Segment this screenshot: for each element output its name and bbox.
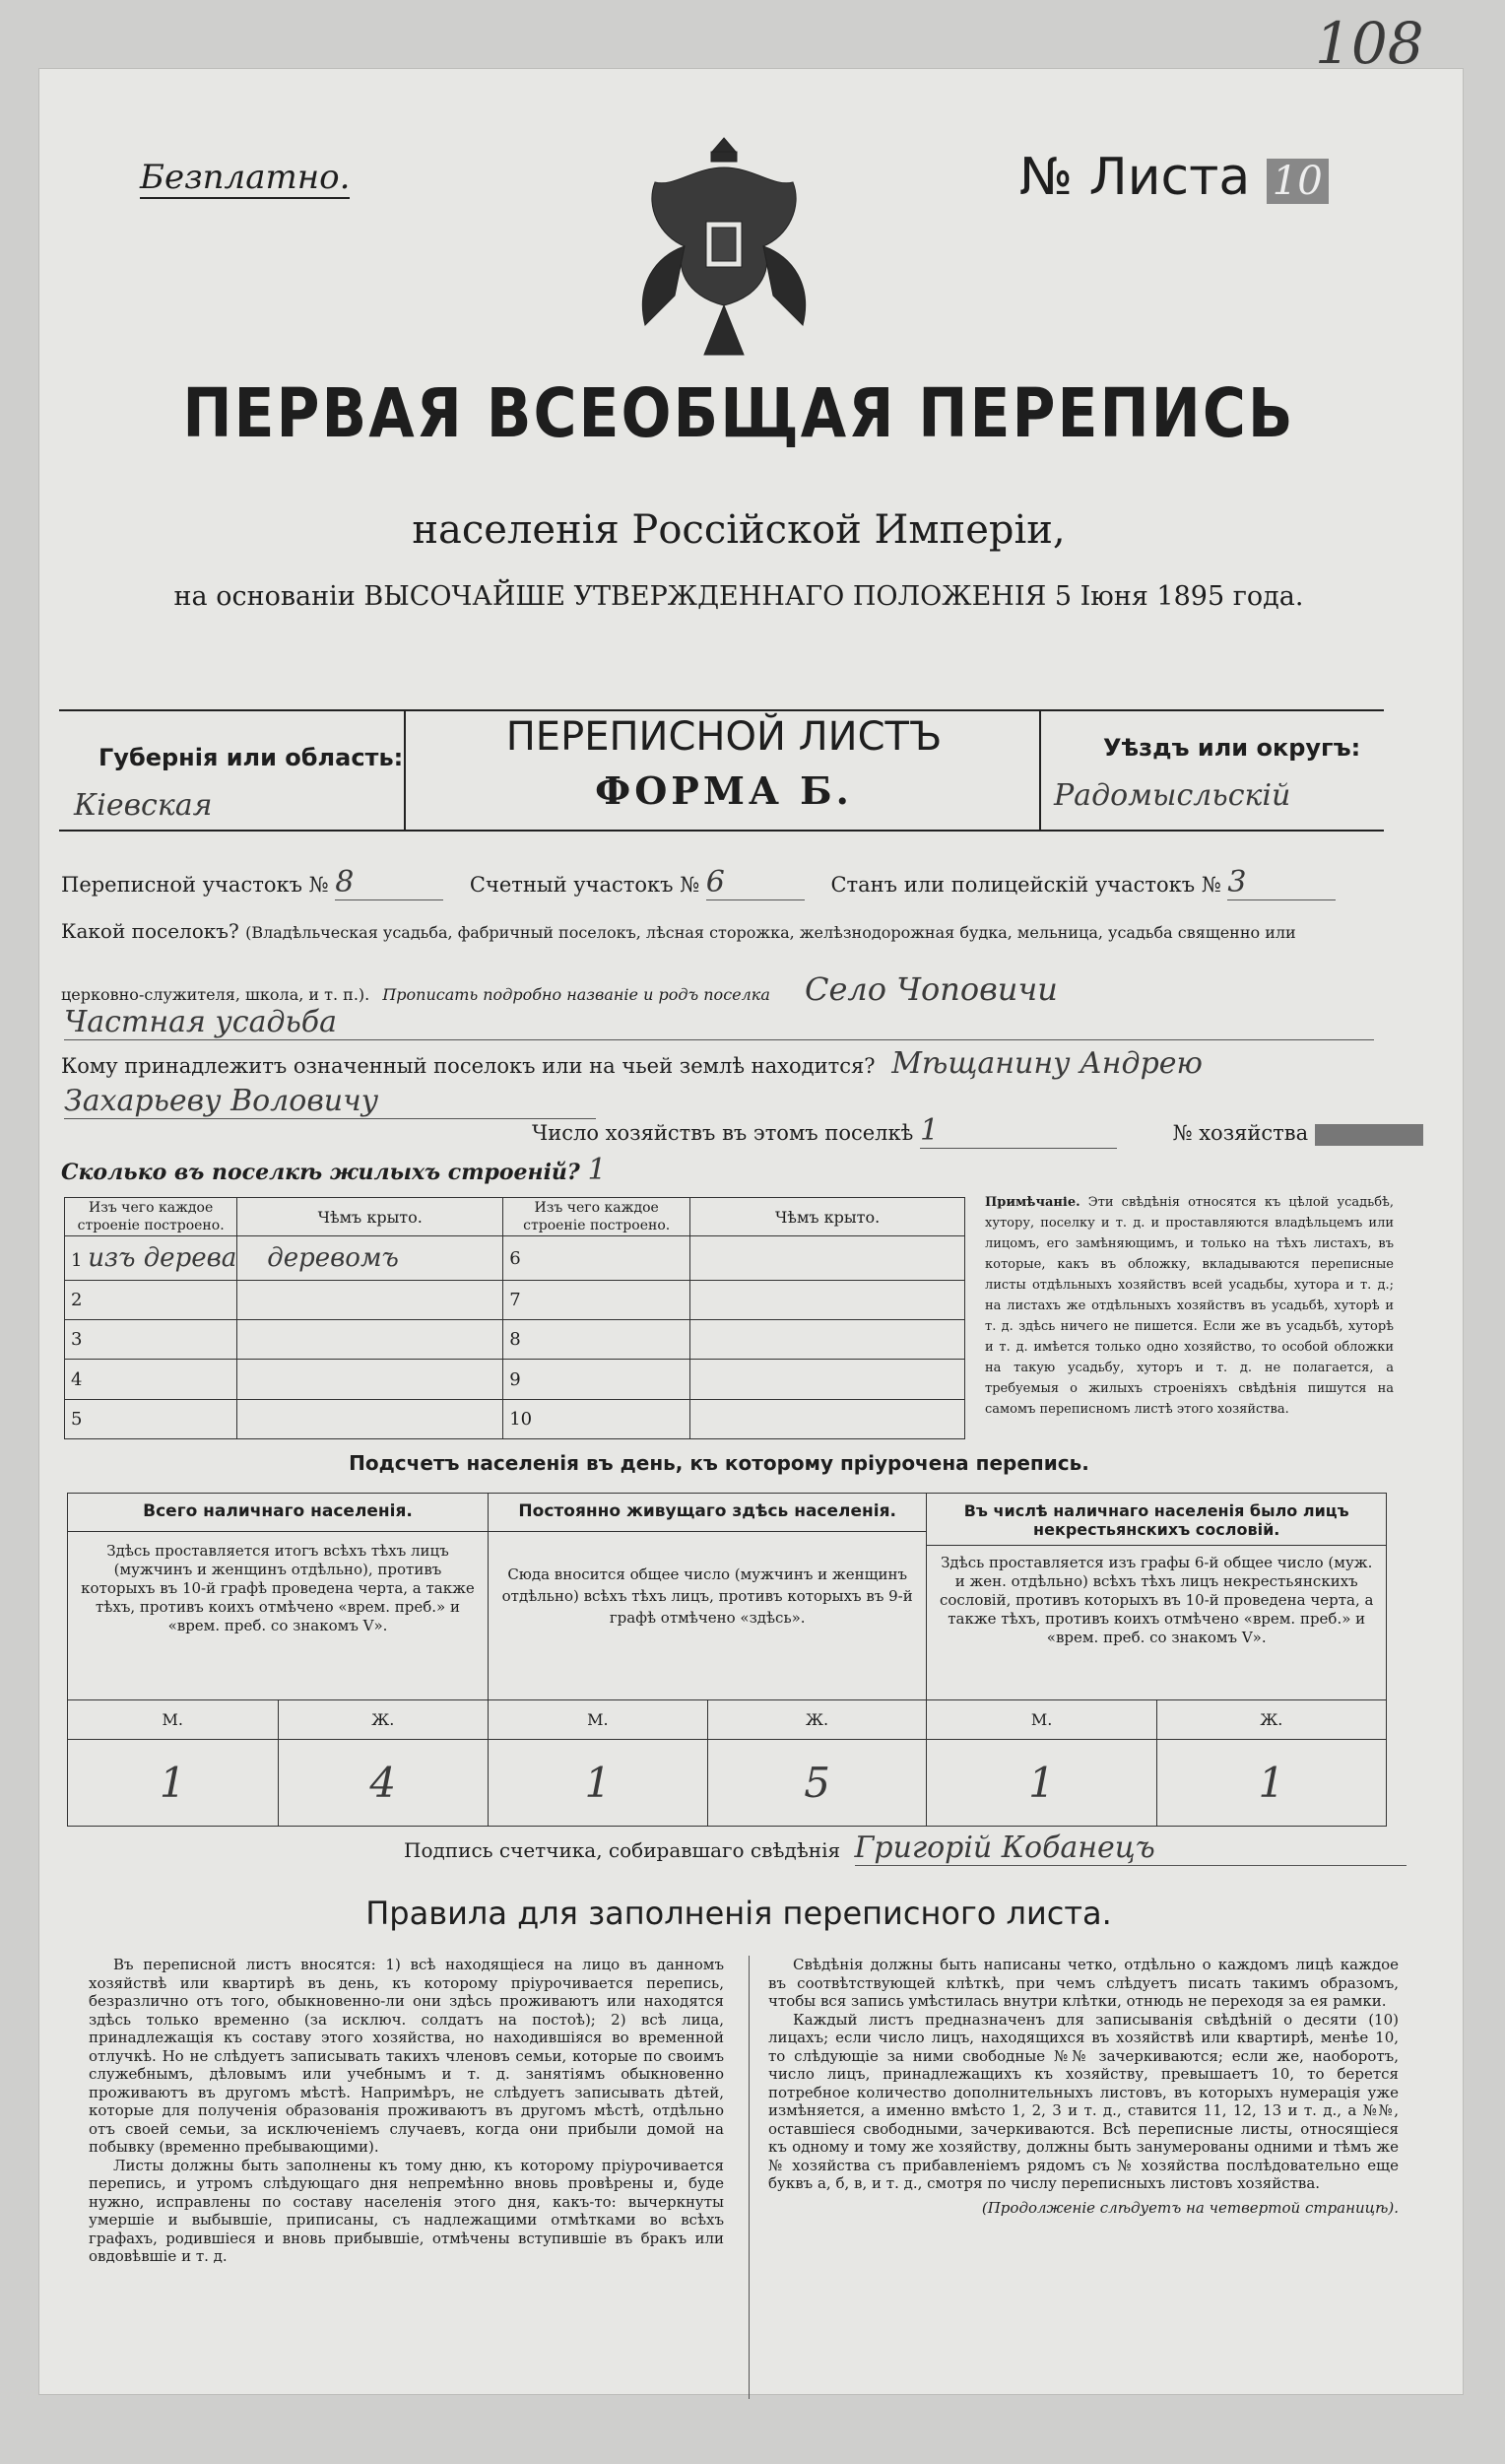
rules-left-p2: Листы должны быть заполнены къ тому дню, къ которому пріурочивается перепись, и утромъ слѣдующаго дня непремѣнно вновь провѣрены и, буде нужно, исправлены по составу населенія этого дня, какъ-то: вычеркнуты умершіе и выбывшіе, приписаны, съ надлежащими отмѣтками во всѣхъ графахъ, родившіеся и вновь прибывшіе, отмѣчены вступившіе въ бракъ или овдовѣвшіе и т. д. [89, 2156, 724, 2265]
form-label: ФОРМА Б. [595, 768, 853, 813]
poselok-hint: (Владѣльческая усадьба, фабричный поселокъ, лѣсная сторожка, желѣзнодорожная будка, мельница, усадьба священно или [245, 923, 1296, 942]
owner-label: Кому принадлежитъ означенный поселокъ или на чьей землѣ находится? [61, 1054, 876, 1078]
building-row-9: 9 [503, 1360, 690, 1399]
building-row-8: 8 [503, 1320, 690, 1360]
building-roof-10 [690, 1399, 965, 1438]
count-col2-text: Сюда вносится общее число (мужчинъ и женщинъ отдѣльно) всѣхъ тѣхъ лицъ, противъ которыхъ въ 9-й графѣ отмѣчено «здѣсь». [501, 1565, 913, 1627]
signature-label: Подпись счетчика, собиравшаго свѣдѣнія [404, 1838, 841, 1862]
sheet-number-label: № Листа [1019, 148, 1251, 207]
owner-row [61, 1046, 1381, 1081]
decree-line: на основаніи ВЫСОЧАЙШЕ УТВЕРЖДЕННАГО ПОЛОЖЕНІЯ 5 Іюня 1895 года. [173, 581, 1304, 612]
building-roof-9 [690, 1360, 965, 1399]
count-col1-title: Всего наличнаго населенія. [68, 1501, 488, 1532]
buildings-table [64, 1197, 965, 1439]
count-col3-title: Въ числѣ наличнаго населенія было лицъ некрестьянскихъ сословій. [927, 1501, 1386, 1546]
rules-right-column [768, 1956, 1399, 2217]
uezd-value: Радомысльскій [1054, 778, 1291, 813]
count-table [67, 1493, 1387, 1827]
list-title: ПЕРЕПИСНОЙ ЛИСТЪ [505, 714, 943, 760]
building-roof-7 [690, 1280, 965, 1319]
count-value-np-zh: 1 [1156, 1740, 1386, 1827]
signature-value: Григорій Кобанецъ [855, 1831, 1407, 1866]
note-title: Примѣчаніе. [985, 1195, 1080, 1210]
poselok-value1: Село Чоповичи [805, 970, 1058, 1008]
main-title: ПЕРВАЯ ВСЕОБЩАЯ ПЕРЕПИСЬ [182, 373, 1295, 454]
building-roof-1: деревомъ [237, 1236, 503, 1281]
note-block [985, 1192, 1394, 1420]
building-roof-6 [690, 1236, 965, 1281]
count-value-np-m: 1 [927, 1740, 1156, 1827]
households-row [532, 1113, 1423, 1149]
households-value: 1 [920, 1113, 1117, 1149]
rules-divider [749, 1956, 750, 2399]
count-m-2: М. [489, 1700, 708, 1740]
building-row-2: 2 [65, 1280, 237, 1319]
building-roof-8 [690, 1320, 965, 1360]
uchastok-value: 8 [335, 865, 443, 900]
count-value-total-m: 1 [68, 1740, 279, 1827]
rules-continued: (Продолженіе слѣдуетъ на четвертой страницѣ). [981, 2198, 1399, 2217]
rules-title: Правила для заполненія переписного листа. [365, 1895, 1112, 1932]
schetny-label: Счетный участокъ № [469, 873, 700, 897]
eagle-emblem [616, 128, 832, 365]
count-col-nonpeasant [927, 1494, 1387, 1700]
household-no-label: № хозяйства [1172, 1121, 1309, 1145]
rules-right-p2: Каждый листъ предназначенъ для записыванія свѣдѣній о десяти (10) лицахъ; если число лицъ, находящихся въ хозяйствѣ или квартирѣ, менѣе 10, то слѣдующіе за ними свободные №№ зачеркиваются; если же, наоборотъ, число лицъ, принадлежащихъ къ хозяйству, превышаетъ 10, то берется потребное количество дополнительныхъ листовъ, въ которыхъ нумерація уже измѣняется, а именно вмѣсто 1, 2, 3 и т. д., ставится 11, 12, 13 и т. д., а №№, оставшіеся свободными, зачеркиваются. Всѣ переписные листы, относящіеся къ одному и тому же хозяйству, должны быть занумерованы одними и тѣмъ же № хозяйства съ прибавленіемъ рядомъ съ № хозяйства послѣдовательно еще буквъ а, б, в, и т. д., смотря по числу переписныхъ листовъ хозяйства. [768, 2010, 1399, 2192]
poselok-instruction: Прописать подробно названіе и родъ поселка [382, 985, 770, 1004]
uchastok-label: Переписной участокъ № [61, 873, 329, 897]
building-row-7: 7 [503, 1280, 690, 1319]
count-m-1: М. [68, 1700, 279, 1740]
building-row-5: 5 [65, 1399, 237, 1438]
count-col1-text: Здѣсь проставляется итогъ всѣхъ тѣхъ лицъ (мужчинъ и женщинъ отдѣльно), противъ которыхъ въ 10-й графѣ проведена черта, а также тѣхъ, противъ коихъ отмѣчено «врем. преб.» и «врем. преб. со знакомъ V». [81, 1542, 475, 1634]
count-zh-2: Ж. [707, 1700, 927, 1740]
gubernia-label: Губернія или область: [98, 744, 404, 771]
count-col2-title: Постоянно живущаго здѣсь населенія. [489, 1501, 926, 1532]
count-value-total-zh: 4 [278, 1740, 489, 1827]
free-label: Безплатно. [140, 158, 351, 197]
count-value-perm-m: 1 [489, 1740, 708, 1827]
subtitle: населенія Россійской Имперіи, [412, 507, 1066, 553]
household-no-value [1315, 1124, 1423, 1146]
building-roof-2 [237, 1280, 503, 1319]
building-row-3: 3 [65, 1320, 237, 1360]
building-roof-5 [237, 1399, 503, 1438]
poselok-hint2: церковно-служителя, школа, и т. п.). [61, 985, 370, 1004]
households-label: Число хозяйствъ въ этомъ поселкѣ [532, 1121, 914, 1145]
note-text: Эти свѣдѣнія относятся къ цѣлой усадьбѣ, хутору, поселку и т. д. и проставляются владѣльцемъ или лицомъ, его замѣняющимъ, и только на тѣхъ листахъ, въ которые, какъ въ обложку, вкладываются переписные листы отдѣльныхъ хозяйствъ всей усадьбы, хутора и т. д.; на листахъ же отдѣльныхъ хозяйствъ въ усадьбѣ, хуторѣ и т. д. здѣсь ничего не пишется. Если же въ усадьбѣ, хуторѣ и т. д. имѣется только одно хозяйство, то особой обложки на такую усадьбу, хуторъ и т. д. не полагается, а требуемыя о жилыхъ строеніяхъ свѣдѣнія пишутся на самомъ переписномъ листѣ этого хозяйства. [985, 1195, 1395, 1417]
count-col-total [68, 1494, 489, 1700]
sheet-number-value: 10 [1267, 159, 1329, 204]
building-row-6: 6 [503, 1236, 690, 1281]
building-row-1: 1 изъ дерева [65, 1236, 237, 1281]
buildings-label: Сколько въ поселкѣ жилыхъ строеній? [61, 1160, 580, 1185]
count-value-perm-zh: 5 [707, 1740, 927, 1827]
rules-right-p1: Свѣдѣнія должны быть написаны четко, отдѣльно о каждомъ лицѣ каждое въ соотвѣтствующей клѣткѣ, при чемъ слѣдуетъ писать такимъ образомъ, чтобы вся запись умѣстилась внутри клѣтки, отнюдь не переходя за ея рамки. [768, 1956, 1399, 2010]
count-zh-1: Ж. [278, 1700, 489, 1740]
poselok-value2: Частная усадьба [64, 1005, 1374, 1040]
sheet-number [1019, 148, 1329, 207]
poselok-row2 [61, 970, 1381, 1008]
schetny-value: 6 [706, 865, 805, 900]
building-roof-4 [237, 1360, 503, 1399]
count-col-permanent [489, 1494, 927, 1700]
buildings-col-roof-2: Чѣмъ крыто. [690, 1198, 965, 1236]
rules-left-p1: Въ переписной листъ вносятся: 1) всѣ находящіеся на лицо въ данномъ хозяйствѣ или квартирѣ въ день, къ которому пріурочивается перепись, безразлично отъ того, обыкновенно-ли они здѣсь проживаютъ или находятся здѣсь только временно (за исключ. солдатъ на постоѣ); 2) всѣ лица, принадлежащія къ составу этого хозяйства, но находившіяся во временной отлучкѣ. Но не слѣдуетъ записывать такихъ членовъ семьи, которые по своимъ служебнымъ, дѣловымъ или учебнымъ и т. д. занятіямъ обыкновенно проживаютъ въ другомъ мѣстѣ. Напримѣръ, не слѣдуетъ записывать дѣтей, которые для полученія образованія проживаютъ въ другомъ мѣстѣ, отдѣльно отъ своей семьи, за исключеніемъ случаевъ, когда они прибыли домой на побывку (временно пребывающими). [89, 1956, 724, 2156]
stan-value: 3 [1227, 865, 1336, 900]
corner-number: 108 [1315, 10, 1424, 77]
uchastok-row [61, 865, 1336, 900]
count-zh-3: Ж. [1156, 1700, 1386, 1740]
buildings-col-material-2: Изъ чего каждое строеніе построено. [503, 1198, 690, 1236]
form-divider-left [404, 709, 406, 830]
poselok-label: Какой поселокъ? [61, 919, 239, 943]
count-m-3: М. [927, 1700, 1156, 1740]
owner-value1: Мѣщанину Андрею [891, 1046, 1203, 1081]
building-row-4: 4 [65, 1360, 237, 1399]
buildings-row [61, 1153, 607, 1187]
buildings-value: 1 [587, 1153, 607, 1187]
poselok-row [61, 919, 1381, 943]
uezd-label: Уѣздъ или округъ: [1103, 734, 1361, 762]
gubernia-value: Кіевская [74, 788, 213, 823]
count-heading: Подсчетъ населенія въ день, къ которому пріурочена перепись. [349, 1451, 1089, 1475]
building-row-10: 10 [503, 1399, 690, 1438]
buildings-col-material: Изъ чего каждое строеніе построено. [65, 1198, 237, 1236]
form-divider-right [1039, 709, 1041, 830]
owner-value2: Захарьеву Воловичу [64, 1084, 596, 1119]
building-roof-3 [237, 1320, 503, 1360]
stan-label: Станъ или полицейскій участокъ № [830, 873, 1221, 897]
count-col3-text: Здѣсь проставляется изъ графы 6-й общее число (муж. и жен. отдѣльно) всѣхъ тѣхъ лицъ некрестьянскихъ сословій, противъ которыхъ въ 10-й проведена черта, а также тѣхъ, противъ коихъ отмѣчено «врем. преб.» и «врем. преб. со знакомъ V». [939, 1554, 1374, 1646]
signature-row [404, 1831, 1407, 1866]
rules-left-column [89, 1956, 724, 2266]
buildings-col-roof: Чѣмъ крыто. [237, 1198, 503, 1236]
